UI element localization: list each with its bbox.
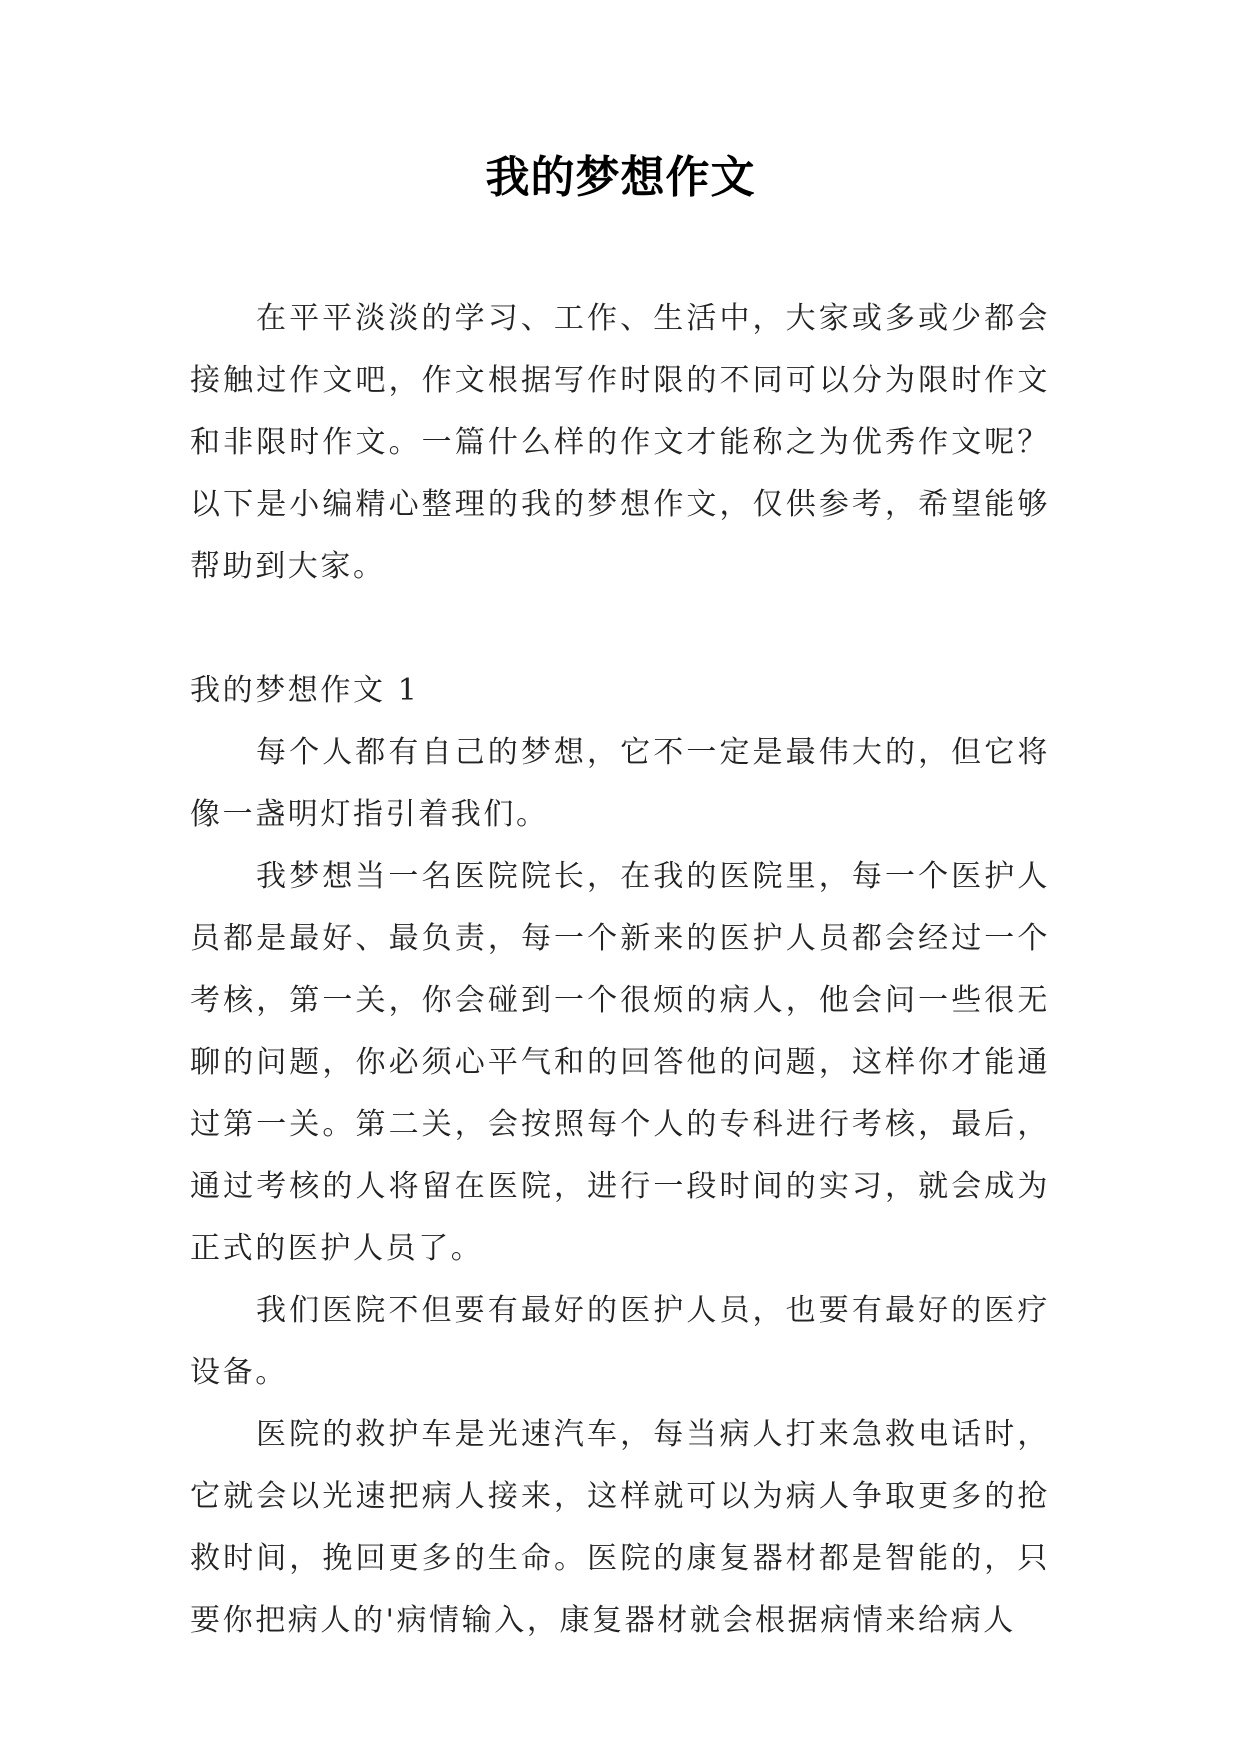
document-body <box>190 288 1050 1652</box>
section-heading: 我的梦想作文 1 <box>190 673 420 708</box>
body-paragraph: 我们医院不但要有最好的医护人员，也要有最好的医疗设备。 <box>190 1293 1050 1390</box>
body-paragraph: 我梦想当一名医院院长，在我的医院里，每一个医护人员都是最好、最负责，每一个新来的医护人员都会经过一个考核，第一关，你会碰到一个很烦的病人，他会问一些很无聊的问题，你必须心平气和的回答他的问题，这样你才能通过第一关。第二关，会按照每个人的专科进行考核，最后，通过考核的人将留在医院，进行一段时间的实习，就会成为正式的医护人员了。 <box>190 859 1050 1266</box>
body-paragraph: 医院的救护车是光速汽车，每当病人打来急救电话时，它就会以光速把病人接来，这样就可以为病人争取更多的抢救时间，挽回更多的生命。医院的康复器材都是智能的，只要你把病人的'病情输入，康复器材就会根据病情来给病人 <box>190 1417 1050 1638</box>
intro-paragraph: 在平平淡淡的学习、工作、生活中，大家或多或少都会接触过作文吧，作文根据写作时限的不同可以分为限时作文和非限时作文。一篇什么样的作文才能称之为优秀作文呢？以下是小编精心整理的我的梦想作文，仅供参考，希望能够帮助到大家。 <box>190 301 1050 584</box>
paragraph-spacer <box>190 598 1050 660</box>
document-title: 我的梦想作文 <box>485 152 756 203</box>
body-paragraph: 每个人都有自己的梦想，它不一定是最伟大的，但它将像一盏明灯指引着我们。 <box>190 735 1050 832</box>
